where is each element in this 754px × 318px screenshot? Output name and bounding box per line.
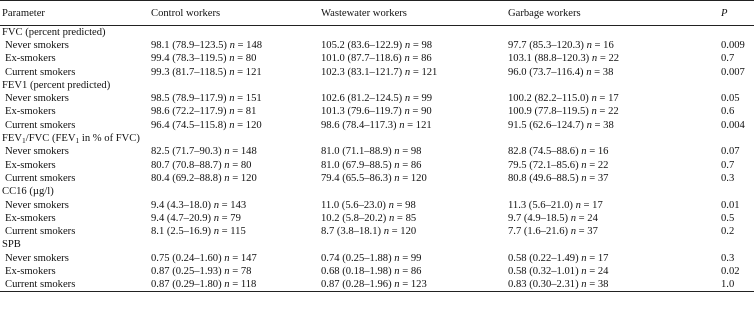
cell-wastewater: 11.0 (5.6–23.0) n = 98 bbox=[321, 199, 416, 211]
header-p-value: P bbox=[719, 1, 754, 26]
cell-p-value: 0.05 bbox=[721, 93, 740, 105]
table-row bbox=[0, 66, 754, 79]
cell-control-value: 98.1 (78.9–123.5) bbox=[151, 40, 227, 51]
n-label: n bbox=[591, 93, 597, 105]
cell-wastewater-n: 85 bbox=[405, 212, 417, 224]
n-label: n bbox=[213, 226, 219, 238]
cell-wastewater-n: 86 bbox=[421, 53, 432, 65]
cell-wastewater-n: 123 bbox=[410, 279, 427, 291]
cell-wastewater-value: 81.0 (67.9–88.5) bbox=[321, 159, 392, 171]
cell-control: 99.4 (78.3–119.5) n = 80 bbox=[151, 53, 257, 65]
cell-control-n: 81 bbox=[245, 106, 257, 118]
cell-garbage-value: 91.5 (62.6–124.7) bbox=[508, 119, 584, 131]
cell-control: 0.75 (0.24–1.60) n = 147 bbox=[151, 252, 257, 264]
n-label: n bbox=[394, 146, 400, 158]
cell-p-value: 1.0 bbox=[719, 278, 754, 292]
cell-garbage-n: 37 bbox=[587, 226, 598, 238]
n-label: n bbox=[213, 212, 219, 224]
cell-control-value: 98.5 (78.9–117.9) bbox=[151, 93, 227, 105]
table-row bbox=[0, 92, 754, 105]
row-label: Never smokers bbox=[5, 40, 69, 51]
cell-garbage-n: 38 bbox=[603, 119, 614, 131]
n-label: n bbox=[404, 106, 410, 118]
table-row bbox=[0, 212, 754, 225]
header-control-workers: Control workers bbox=[149, 1, 319, 26]
group-label-part: 1 bbox=[22, 136, 26, 146]
cell-garbage-value: 100.2 (82.2–115.0) bbox=[508, 93, 589, 105]
cell-p-value: 0.7 bbox=[721, 159, 735, 171]
cell-garbage: 100.2 (82.2–115.0) n = 17 bbox=[508, 93, 619, 105]
cell-control-value: 98.6 (72.2–117.9) bbox=[151, 106, 227, 118]
cell-garbage-n: 24 bbox=[597, 266, 609, 278]
header-wastewater-workers: Wastewater workers bbox=[319, 1, 506, 26]
cell-garbage-value: 79.5 (72.1–85.6) bbox=[508, 159, 579, 171]
cell-garbage-n: 16 bbox=[597, 146, 609, 158]
n-label: n bbox=[229, 119, 235, 131]
cell-wastewater: 0.74 (0.25–1.88) n = 99 bbox=[321, 252, 422, 264]
n-label: n bbox=[394, 159, 400, 171]
table-row bbox=[0, 172, 754, 185]
cell-wastewater-n: 99 bbox=[410, 252, 422, 264]
table-row bbox=[0, 52, 754, 65]
n-label: n bbox=[229, 93, 235, 105]
table-row bbox=[0, 199, 754, 212]
cell-wastewater-value: 10.2 (5.8–20.2) bbox=[321, 212, 387, 224]
cell-control-n: 143 bbox=[230, 199, 247, 211]
cell-control: 80.7 (70.8–88.7) n = 80 bbox=[151, 159, 252, 171]
n-label: n bbox=[570, 212, 576, 224]
cell-control: 98.6 (72.2–117.9) n = 81 bbox=[151, 106, 257, 118]
cell-control-value: 80.7 (70.8–88.7) bbox=[151, 159, 222, 171]
cell-wastewater: 81.0 (67.9–88.5) n = 86 bbox=[321, 159, 422, 171]
cell-control: 0.87 (0.29–1.80) n = 118 bbox=[149, 278, 319, 292]
row-label: Never smokers bbox=[5, 252, 69, 264]
cell-garbage-n: 17 bbox=[592, 199, 603, 211]
n-label: n bbox=[394, 172, 400, 184]
n-label: n bbox=[399, 119, 405, 131]
n-label: n bbox=[229, 53, 235, 65]
group-label-part: 1 bbox=[75, 136, 80, 146]
cell-garbage: 80.8 (49.6–88.5) n = 37 bbox=[508, 172, 609, 184]
group-label: FEV1 (percent predicted) bbox=[2, 79, 111, 91]
cell-wastewater-n: 98 bbox=[421, 40, 433, 51]
cell-control-value: 0.75 (0.24–1.60) bbox=[151, 252, 222, 264]
cell-control-value: 99.3 (81.7–118.5) bbox=[151, 66, 227, 78]
cell-p-value: 0.3 bbox=[721, 252, 735, 264]
n-label: n bbox=[229, 40, 235, 51]
n-label: n bbox=[224, 172, 230, 184]
table-row bbox=[0, 265, 754, 278]
row-label: Never smokers bbox=[5, 199, 69, 211]
n-label: n bbox=[224, 279, 230, 291]
header-row bbox=[0, 1, 754, 26]
cell-control-value: 0.87 (0.29–1.80) bbox=[151, 279, 222, 291]
cell-wastewater-n: 86 bbox=[410, 159, 422, 171]
cell-garbage: 0.58 (0.32–1.01) n = 24 bbox=[508, 266, 609, 278]
cell-garbage-n: 38 bbox=[602, 66, 614, 78]
group-label: FVC (percent predicted) bbox=[2, 27, 106, 38]
row-label: Current smokers bbox=[0, 278, 149, 292]
cell-control: 9.4 (4.7–20.9) n = 79 bbox=[151, 212, 241, 224]
header-garbage-workers: Garbage workers bbox=[506, 1, 719, 26]
cell-garbage-value: 97.7 (85.3–120.3) bbox=[508, 40, 584, 51]
n-label: n bbox=[591, 53, 598, 65]
table-row bbox=[0, 225, 754, 238]
cell-wastewater-value: 79.4 (65.5–86.3) bbox=[321, 172, 392, 184]
n-label: n bbox=[388, 212, 395, 224]
group-header-row bbox=[0, 185, 754, 198]
cell-wastewater: 10.2 (5.8–20.2) n = 85 bbox=[321, 212, 417, 224]
cell-control: 96.4 (74.5–115.8) n = 120 bbox=[151, 119, 262, 131]
n-label: n bbox=[224, 266, 230, 278]
table-row bbox=[0, 159, 754, 172]
cell-p-value: 0.01 bbox=[721, 199, 740, 211]
cell-garbage-n: 22 bbox=[597, 159, 609, 171]
group-label: SPB bbox=[2, 239, 21, 251]
cell-garbage-n: 22 bbox=[608, 106, 619, 118]
cell-wastewater: 81.0 (71.1–88.9) n = 98 bbox=[321, 146, 422, 158]
cell-wastewater-n: 99 bbox=[421, 93, 433, 105]
cell-p-value: 0.007 bbox=[721, 66, 745, 78]
cell-control-n: 78 bbox=[240, 266, 252, 278]
cell-control-value: 9.4 (4.7–20.9) bbox=[151, 212, 212, 224]
cell-garbage-n: 37 bbox=[597, 172, 609, 184]
table-row bbox=[0, 252, 754, 265]
cell-garbage: 97.7 (85.3–120.3) n = 16 bbox=[508, 40, 614, 51]
cell-wastewater-n: 98 bbox=[410, 146, 422, 158]
n-label: n bbox=[404, 40, 411, 51]
cell-garbage: 79.5 (72.1–85.6) n = 22 bbox=[508, 159, 609, 171]
cell-wastewater-value: 8.7 (3.8–18.1) bbox=[321, 226, 382, 238]
cell-wastewater-n: 121 bbox=[421, 66, 438, 78]
group-header-row bbox=[0, 132, 754, 145]
cell-garbage-value: 80.8 (49.6–88.5) bbox=[508, 172, 579, 184]
cell-garbage: 7.7 (1.6–21.6) n = 37 bbox=[508, 226, 598, 238]
cell-control-n: 120 bbox=[240, 172, 257, 184]
cell-garbage-n: 17 bbox=[608, 93, 619, 105]
cell-garbage: 96.0 (73.7–116.4) n = 38 bbox=[508, 66, 614, 78]
header-parameter: Parameter bbox=[0, 1, 149, 26]
n-label: n bbox=[394, 279, 400, 291]
cell-wastewater-n: 86 bbox=[410, 266, 422, 278]
cell-garbage: 100.9 (77.8–119.5) n = 22 bbox=[508, 106, 619, 118]
cell-garbage-n: 17 bbox=[597, 252, 609, 264]
cell-p-value: 0.2 bbox=[721, 226, 735, 238]
n-label: n bbox=[581, 159, 587, 171]
group-label bbox=[0, 132, 754, 145]
group-label-part: in % of FVC) bbox=[79, 133, 140, 145]
n-label: n bbox=[581, 252, 587, 264]
cell-p-value: 0.3 bbox=[721, 172, 735, 184]
cell-p-value: 0.02 bbox=[721, 266, 740, 278]
cell-control-value: 82.5 (71.7–90.3) bbox=[151, 146, 222, 158]
cell-wastewater: 0.68 (0.18–1.98) n = 86 bbox=[321, 266, 422, 278]
cell-control-value: 99.4 (78.3–119.5) bbox=[151, 53, 227, 65]
cell-control-value: 9.4 (4.3–18.0) bbox=[151, 199, 212, 211]
cell-wastewater-n: 121 bbox=[415, 119, 432, 131]
row-label: Ex-smokers bbox=[5, 266, 56, 278]
n-label: n bbox=[591, 106, 597, 118]
cell-garbage-value: 100.9 (77.8–119.5) bbox=[508, 106, 589, 118]
cell-wastewater: 79.4 (65.5–86.3) n = 120 bbox=[321, 172, 427, 184]
group-label: CC16 (µg/l) bbox=[2, 186, 54, 198]
n-label: n bbox=[213, 199, 219, 211]
table-row bbox=[0, 145, 754, 158]
cell-p-value: 0.004 bbox=[721, 119, 745, 131]
cell-wastewater: 105.2 (83.6–122.9) n = 98 bbox=[321, 40, 433, 51]
cell-wastewater: 102.3 (83.1–121.7) n = 121 bbox=[321, 66, 438, 78]
cell-garbage-n: 22 bbox=[608, 53, 620, 65]
cell-control: 0.87 (0.25–1.93) n = 78 bbox=[151, 266, 252, 278]
cell-garbage-value: 0.58 (0.32–1.01) bbox=[508, 266, 579, 278]
cell-wastewater-n: 120 bbox=[400, 226, 417, 238]
cell-garbage: 0.83 (0.30–2.31) n = 38 bbox=[506, 278, 719, 292]
cell-control: 98.5 (78.9–117.9) n = 151 bbox=[151, 93, 262, 105]
n-label: n bbox=[229, 66, 235, 78]
group-header-row bbox=[0, 79, 754, 92]
cell-garbage-value: 82.8 (74.5–88.6) bbox=[508, 146, 579, 158]
cell-wastewater-value: 81.0 (71.1–88.9) bbox=[321, 146, 392, 158]
group-label-part: FEV bbox=[2, 133, 23, 145]
cell-control: 98.1 (78.9–123.5) n = 148 bbox=[151, 40, 263, 51]
cell-p-value: 0.7 bbox=[721, 53, 735, 65]
cell-garbage-value: 103.1 (88.8–120.3) bbox=[508, 53, 590, 65]
n-label: n bbox=[586, 66, 592, 78]
cell-control: 8.1 (2.5–16.9) n = 115 bbox=[151, 226, 246, 238]
n-label: n bbox=[586, 40, 592, 51]
cell-p-value: 0.07 bbox=[721, 146, 740, 158]
cell-control-value: 0.87 (0.25–1.93) bbox=[151, 266, 222, 278]
cell-p-value: 0.6 bbox=[721, 106, 735, 118]
cell-wastewater: 101.0 (87.7–118.6) n = 86 bbox=[321, 53, 432, 65]
cell-garbage-value: 11.3 (5.6–21.0) bbox=[508, 199, 573, 211]
cell-garbage-value: 0.58 (0.22–1.49) bbox=[508, 252, 579, 264]
cell-garbage: 11.3 (5.6–21.0) n = 17 bbox=[508, 199, 603, 211]
cell-control-value: 8.1 (2.5–16.9) bbox=[151, 226, 212, 238]
cell-garbage: 103.1 (88.8–120.3) n = 22 bbox=[508, 53, 620, 65]
cell-control-n: 121 bbox=[245, 66, 262, 78]
cell-wastewater-value: 102.3 (83.1–121.7) bbox=[321, 66, 403, 78]
cell-wastewater-value: 105.2 (83.6–122.9) bbox=[321, 40, 403, 51]
cell-control-value: 80.4 (69.2–88.8) bbox=[151, 172, 222, 184]
group-header-row bbox=[0, 26, 754, 40]
cell-p-value: 0.009 bbox=[721, 40, 745, 51]
row-label: Current smokers bbox=[5, 226, 76, 238]
cell-control-value: 96.4 (74.5–115.8) bbox=[151, 119, 227, 131]
cell-wastewater: 102.6 (81.2–124.5) n = 99 bbox=[321, 93, 433, 105]
n-label: n bbox=[581, 266, 587, 278]
cell-garbage: 9.7 (4.9–18.5) n = 24 bbox=[508, 212, 598, 224]
cell-wastewater-value: 101.3 (79.6–119.7) bbox=[321, 106, 402, 118]
cell-garbage-value: 96.0 (73.7–116.4) bbox=[508, 66, 584, 78]
row-label: Ex-smokers bbox=[5, 53, 56, 65]
cell-garbage-n: 16 bbox=[603, 40, 614, 51]
n-label: n bbox=[394, 266, 400, 278]
table-row bbox=[0, 39, 754, 52]
cell-control-n: 115 bbox=[230, 226, 246, 238]
n-label: n bbox=[404, 93, 411, 105]
cell-wastewater-value: 101.0 (87.7–118.6) bbox=[321, 53, 402, 65]
cell-garbage-value: 7.7 (1.6–21.6) bbox=[508, 226, 569, 238]
n-label: n bbox=[388, 199, 394, 211]
cell-garbage-value: 0.83 (0.30–2.31) bbox=[508, 279, 579, 291]
cell-control: 82.5 (71.7–90.3) n = 148 bbox=[151, 146, 257, 158]
cell-garbage-n: 24 bbox=[587, 212, 598, 224]
n-label: n bbox=[224, 252, 230, 264]
n-label: n bbox=[575, 199, 581, 211]
cell-p-value: 0.5 bbox=[721, 212, 735, 224]
n-label: n bbox=[586, 119, 592, 131]
cell-garbage: 91.5 (62.6–124.7) n = 38 bbox=[508, 119, 614, 131]
cell-wastewater: 98.6 (78.4–117.3) n = 121 bbox=[321, 119, 432, 131]
table-header bbox=[0, 1, 754, 26]
cell-wastewater-value: 0.87 (0.28–1.96) bbox=[321, 279, 392, 291]
cell-control-n: 79 bbox=[230, 212, 241, 224]
table-row bbox=[0, 105, 754, 118]
n-label: n bbox=[394, 252, 400, 264]
cell-control: 99.3 (81.7–118.5) n = 121 bbox=[151, 66, 262, 78]
cell-wastewater: 101.3 (79.6–119.7) n = 90 bbox=[321, 106, 432, 118]
cell-control-n: 118 bbox=[240, 279, 257, 291]
cell-wastewater-value: 0.74 (0.25–1.88) bbox=[321, 252, 392, 264]
cell-garbage: 82.8 (74.5–88.6) n = 16 bbox=[508, 146, 609, 158]
n-label: n bbox=[570, 226, 576, 238]
cell-wastewater-n: 120 bbox=[410, 172, 427, 184]
n-label: n bbox=[224, 159, 230, 171]
group-label-part: /FVC (FEV bbox=[25, 133, 76, 145]
group-header-row bbox=[0, 238, 754, 251]
cell-control: 9.4 (4.3–18.0) n = 143 bbox=[151, 199, 247, 211]
cell-control-n: 80 bbox=[245, 53, 257, 65]
cell-wastewater-value: 11.0 (5.6–23.0) bbox=[321, 199, 386, 211]
cell-control-n: 120 bbox=[245, 119, 262, 131]
table-row bbox=[0, 278, 754, 292]
table-row bbox=[0, 119, 754, 132]
n-label: n bbox=[581, 172, 587, 184]
n-label: n bbox=[224, 146, 230, 158]
n-label: n bbox=[404, 53, 410, 65]
cell-wastewater-value: 102.6 (81.2–124.5) bbox=[321, 93, 403, 105]
cell-control-n: 80 bbox=[240, 159, 252, 171]
cell-control: 80.4 (69.2–88.8) n = 120 bbox=[151, 172, 257, 184]
row-label: Never smokers bbox=[5, 146, 69, 158]
n-label: n bbox=[581, 279, 587, 291]
cell-control-n: 151 bbox=[245, 93, 262, 105]
cell-wastewater: 0.87 (0.28–1.96) n = 123 bbox=[319, 278, 506, 292]
cell-wastewater-value: 0.68 (0.18–1.98) bbox=[321, 266, 392, 278]
cell-control-n: 148 bbox=[246, 40, 263, 51]
row-label: Ex-smokers bbox=[5, 212, 56, 224]
row-label: Current smokers bbox=[5, 172, 76, 184]
cell-wastewater-n: 90 bbox=[421, 106, 432, 118]
cell-control-n: 147 bbox=[240, 252, 257, 264]
row-label: Current smokers bbox=[5, 119, 76, 131]
cell-wastewater: 8.7 (3.8–18.1) n = 120 bbox=[321, 226, 417, 238]
cell-garbage: 0.58 (0.22–1.49) n = 17 bbox=[508, 252, 609, 264]
row-label: Current smokers bbox=[5, 66, 76, 78]
row-label: Ex-smokers bbox=[5, 106, 56, 118]
row-label: Never smokers bbox=[5, 93, 69, 105]
row-label: Ex-smokers bbox=[5, 159, 56, 171]
cell-control-n: 148 bbox=[240, 146, 257, 158]
cell-wastewater-value: 98.6 (78.4–117.3) bbox=[321, 119, 397, 131]
n-label: n bbox=[229, 106, 235, 118]
table-body bbox=[0, 26, 754, 292]
cell-wastewater-n: 98 bbox=[405, 199, 416, 211]
n-label: n bbox=[404, 66, 411, 78]
n-label: n bbox=[383, 226, 389, 238]
cell-garbage-n: 38 bbox=[597, 279, 609, 291]
n-label: n bbox=[581, 146, 587, 158]
cell-garbage-value: 9.7 (4.9–18.5) bbox=[508, 212, 569, 224]
